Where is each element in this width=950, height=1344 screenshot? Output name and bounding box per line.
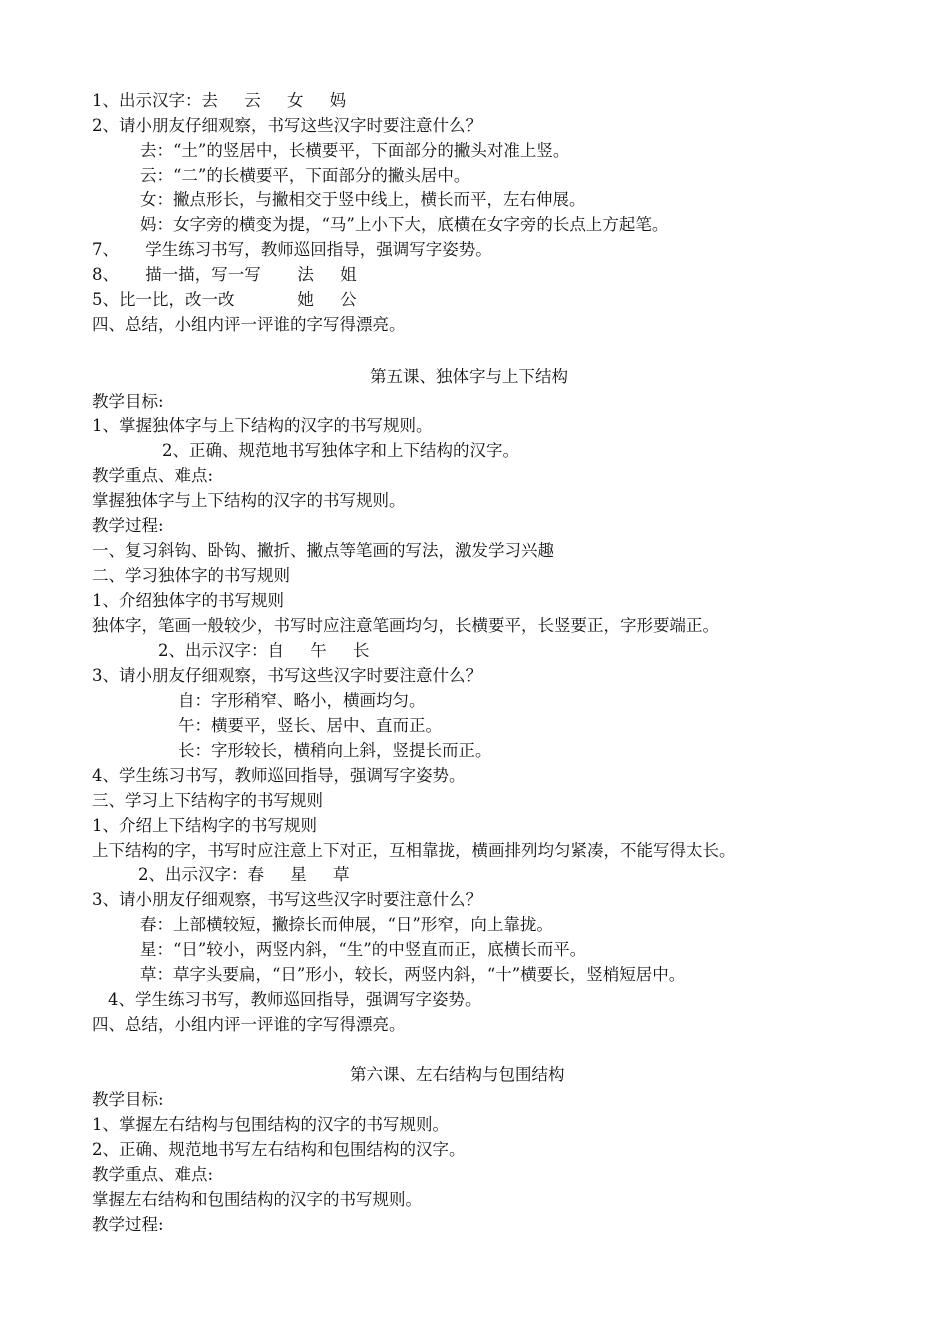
- text-line: 2、正确、规范地书写左右结构和包围结构的汉字。: [92, 1140, 466, 1159]
- text-line: 1、介绍独体字的书写规则: [92, 591, 284, 610]
- text-line: 独体字，笔画一般较少，书写时应注意笔画均匀，长横要平，长竖要正，字形要端正。: [92, 616, 719, 635]
- text-line: 去：“土”的竖居中，长横要平，下面部分的撇头对准上竖。: [140, 141, 570, 160]
- text-line: 1、介绍上下结构字的书写规则: [92, 816, 317, 835]
- text-line: 4、学生练习书写，教师巡回指导，强调写字姿势。: [92, 766, 466, 785]
- text-line: 教学目标:: [92, 392, 164, 411]
- text-line: 掌握左右结构和包围结构的汉字的书写规则。: [92, 1190, 422, 1209]
- text-line: 星：“日”较小，两竖内斜，“生”的中竖直而正，底横长而平。: [140, 940, 587, 959]
- text-line: 云：“二”的长横要平，下面部分的撇头居中。: [140, 166, 471, 185]
- text-line: 春：上部横较短，撇捺长而伸展，“日”形窄，向上靠拢。: [140, 915, 553, 934]
- text-line: 二、学习独体字的书写规则: [92, 566, 290, 585]
- text-line: 四、总结，小组内评一评谁的字写得漂亮。: [92, 1015, 406, 1034]
- text-line: 教学目标:: [92, 1090, 164, 1109]
- text-line: 教学过程:: [92, 516, 164, 535]
- text-line: 1、掌握左右结构与包围结构的汉字的书写规则。: [92, 1115, 449, 1134]
- text-line: 自：字形稍窄、略小，横画均匀。: [178, 691, 426, 710]
- text-line: 3、请小朋友仔细观察，书写这些汉字时要注意什么？: [92, 890, 482, 909]
- text-line: 教学重点、难点:: [92, 466, 214, 485]
- lesson-title: 第五课、独体字与上下结构: [370, 367, 568, 386]
- text-line: 8、 描一描，写一写 法 姐: [92, 265, 357, 284]
- text-line: 3、请小朋友仔细观察，书写这些汉字时要注意什么？: [92, 666, 482, 685]
- text-line: 长：字形较长，横稍向上斜，竖提长而正。: [178, 741, 492, 760]
- text-line: 上下结构的字，书写时应注意上下对正，互相靠拢，横画排列均匀紧凑，不能写得太长。: [92, 841, 736, 860]
- text-line: 2、出示汉字：春 星 草: [138, 865, 350, 884]
- text-line: 1、出示汉字：去 云 女 妈: [92, 91, 347, 110]
- text-line: 1、掌握独体字与上下结构的汉字的书写规则。: [92, 416, 433, 435]
- text-line: 四、总结，小组内评一评谁的字写得漂亮。: [92, 315, 406, 334]
- text-line: 掌握独体字与上下结构的汉字的书写规则。: [92, 491, 406, 510]
- text-line: 4、学生练习书写，教师巡回指导，强调写字姿势。: [108, 990, 482, 1009]
- text-line: 2、请小朋友仔细观察，书写这些汉字时要注意什么？: [92, 116, 482, 135]
- text-line: 2、正确、规范地书写独体字和上下结构的汉字。: [162, 441, 519, 460]
- text-line: 5、比一比，改一改 她 公: [92, 290, 357, 309]
- text-line: 女：撇点形长，与撇相交于竖中线上，横长而平，左右伸展。: [140, 190, 586, 209]
- text-line: 教学重点、难点:: [92, 1165, 214, 1184]
- text-line: 2、出示汉字：自 午 长: [158, 641, 370, 660]
- text-line: 三、学习上下结构字的书写规则: [92, 791, 323, 810]
- text-line: 教学过程:: [92, 1215, 164, 1234]
- text-line: 一、复习斜钩、卧钩、撇折、撇点等笔画的写法，激发学习兴趣: [92, 541, 554, 560]
- text-line: 草：草字头要扁，“日”形小，较长，两竖内斜，“十”横要长，竖梢短居中。: [140, 965, 686, 984]
- lesson-title: 第六课、左右结构与包围结构: [350, 1065, 565, 1084]
- text-line: 7、 学生练习书写，教师巡回指导，强调写字姿势。: [92, 240, 492, 259]
- text-line: 午：横要平，竖长、居中、直而正。: [178, 716, 442, 735]
- text-line: 妈：女字旁的横变为提，“马”上小下大，底横在女字旁的长点上方起笔。: [140, 215, 669, 234]
